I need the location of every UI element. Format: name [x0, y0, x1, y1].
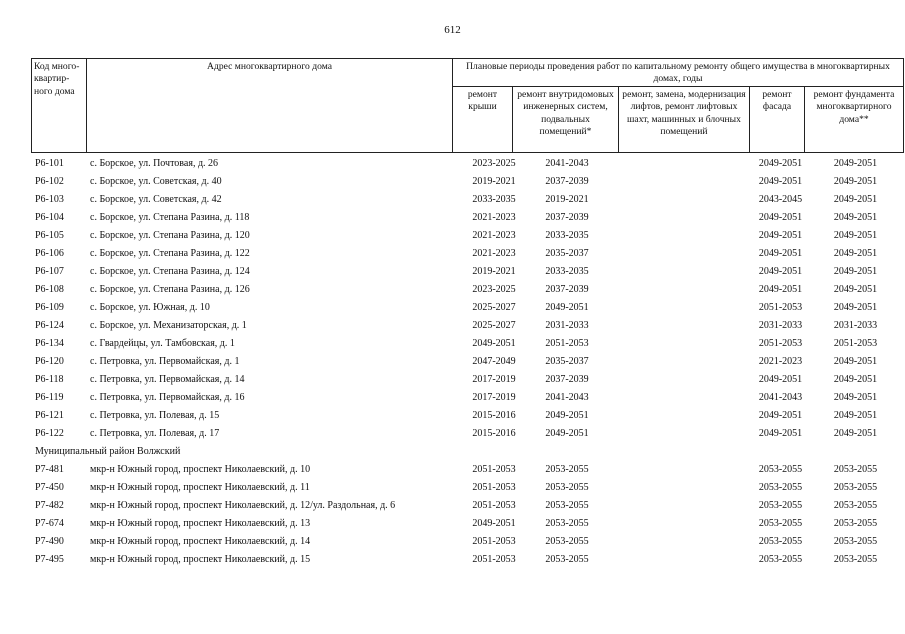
cell-facade: 2049-2051	[758, 374, 803, 385]
cell-facade: 2053-2055	[758, 554, 803, 565]
cell-code: Р6-108	[35, 284, 64, 295]
table-row	[31, 245, 903, 263]
cell-code: Р7-481	[35, 464, 64, 475]
cell-facade: 2049-2051	[758, 284, 803, 295]
cell-foundation: 2049-2051	[833, 212, 878, 223]
table-row	[31, 173, 903, 191]
cell-address: мкр-н Южный город, проспект Николаевский, д. 11	[90, 482, 310, 493]
cell-roof: 2025-2027	[472, 302, 516, 313]
cell-foundation: 2049-2051	[833, 374, 878, 385]
table-body	[31, 155, 903, 569]
cell-foundation: 2049-2051	[833, 356, 878, 367]
rows-group-b	[31, 461, 903, 569]
cell-foundation: 2053-2055	[833, 536, 878, 547]
cell-engineering: 2035-2037	[545, 356, 589, 367]
cell-engineering: 2053-2055	[545, 554, 589, 565]
cell-foundation: 2049-2051	[833, 248, 878, 259]
header-lifts: ремонт, замена, модернизация лифтов, ремонт лифтовых шахт, машинных и блочных помещений	[619, 86, 750, 152]
cell-engineering: 2041-2043	[545, 392, 589, 403]
cell-foundation: 2049-2051	[833, 176, 878, 187]
cell-address: с. Петровка, ул. Первомайская, д. 16	[90, 392, 245, 403]
cell-roof: 2047-2049	[472, 356, 516, 367]
table-row	[31, 263, 903, 281]
cell-roof: 2051-2053	[472, 464, 516, 475]
cell-engineering: 2049-2051	[545, 410, 589, 421]
cell-code: Р6-124	[35, 320, 64, 331]
cell-roof: 2015-2016	[472, 410, 516, 421]
cell-code: Р6-134	[35, 338, 64, 349]
table-row	[31, 227, 903, 245]
cell-roof: 2017-2019	[472, 392, 516, 403]
cell-address: с. Борское, ул. Почтовая, д. 26	[90, 158, 219, 169]
cell-facade: 2049-2051	[758, 230, 803, 241]
cell-foundation: 2049-2051	[833, 392, 878, 403]
cell-roof: 2051-2053	[472, 482, 516, 493]
table-row	[31, 389, 903, 407]
cell-engineering: 2033-2035	[545, 230, 589, 241]
cell-code: Р6-102	[35, 176, 64, 187]
cell-facade: 2021-2023	[758, 356, 803, 367]
cell-code: Р6-122	[35, 428, 64, 439]
cell-roof: 2017-2019	[472, 374, 516, 385]
cell-facade: 2041-2043	[758, 392, 803, 403]
cell-facade: 2053-2055	[758, 536, 803, 547]
cell-address: мкр-н Южный город, проспект Николаевский, д. 14	[90, 536, 311, 547]
page-number: 612	[444, 24, 461, 36]
table-row	[31, 317, 903, 335]
cell-facade: 2051-2053	[758, 338, 803, 349]
cell-address: мкр-н Южный город, проспект Николаевский, д. 13	[90, 518, 311, 529]
cell-code: Р7-674	[35, 518, 64, 529]
table-header	[31, 58, 904, 153]
cell-address: с. Петровка, ул. Полевая, д. 17	[90, 428, 220, 439]
cell-facade: 2049-2051	[758, 410, 803, 421]
district-heading: Муниципальный район Волжский	[35, 446, 181, 457]
cell-facade: 2031-2033	[758, 320, 803, 331]
cell-roof: 2023-2025	[472, 284, 516, 295]
cell-facade: 2053-2055	[758, 482, 803, 493]
cell-code: Р6-121	[35, 410, 64, 421]
cell-address: с. Борское, ул. Степана Разина, д. 122	[90, 248, 250, 259]
cell-address: с. Гвардейцы, ул. Тамбовская, д. 1	[90, 338, 235, 349]
cell-engineering: 2037-2039	[545, 374, 589, 385]
cell-roof: 2021-2023	[472, 248, 516, 259]
cell-engineering: 2051-2053	[545, 338, 589, 349]
cell-roof: 2025-2027	[472, 320, 516, 331]
cell-address: с. Борское, ул. Степана Разина, д. 120	[90, 230, 250, 241]
cell-address: с. Петровка, ул. Первомайская, д. 1	[90, 356, 240, 367]
table-row	[31, 299, 903, 317]
cell-address: с. Борское, ул. Советская, д. 42	[90, 194, 222, 205]
cell-roof: 2051-2053	[472, 536, 516, 547]
cell-engineering: 2053-2055	[545, 500, 589, 511]
cell-address: с. Борское, ул. Степана Разина, д. 118	[90, 212, 250, 223]
cell-foundation: 2053-2055	[833, 464, 878, 475]
cell-code: Р6-107	[35, 266, 64, 277]
table-row	[31, 371, 903, 389]
table-row	[31, 515, 903, 533]
cell-foundation: 2031-2033	[833, 320, 878, 331]
cell-roof: 2015-2016	[472, 428, 516, 439]
cell-engineering: 2031-2033	[545, 320, 589, 331]
cell-address: мкр-н Южный город, проспект Николаевский, д. 15	[90, 554, 311, 565]
table-row	[31, 407, 903, 425]
cell-foundation: 2049-2051	[833, 194, 878, 205]
cell-engineering: 2053-2055	[545, 482, 589, 493]
header-roof: ремонт крыши	[453, 86, 513, 152]
cell-code: Р6-103	[35, 194, 64, 205]
cell-foundation: 2053-2055	[833, 554, 878, 565]
cell-facade: 2049-2051	[758, 176, 803, 187]
cell-code: Р7-495	[35, 554, 64, 565]
cell-facade: 2049-2051	[758, 248, 803, 259]
table-row	[31, 479, 903, 497]
cell-address: с. Борское, ул. Южная, д. 10	[90, 302, 210, 313]
cell-roof: 2049-2051	[472, 518, 516, 529]
header-facade: ремонт фасада	[750, 86, 805, 152]
table-row	[31, 281, 903, 299]
table-row	[31, 209, 903, 227]
cell-foundation: 2051-2053	[833, 338, 878, 349]
cell-engineering: 2037-2039	[545, 176, 589, 187]
cell-address: мкр-н Южный город, проспект Николаевский, д. 10	[90, 464, 311, 475]
cell-foundation: 2049-2051	[833, 410, 878, 421]
cell-roof: 2021-2023	[472, 230, 516, 241]
table-row	[31, 335, 903, 353]
cell-roof: 2051-2053	[472, 554, 516, 565]
cell-roof: 2019-2021	[472, 266, 516, 277]
cell-foundation: 2049-2051	[833, 158, 878, 169]
cell-code: Р7-490	[35, 536, 64, 547]
cell-roof: 2023-2025	[472, 158, 516, 169]
cell-roof: 2019-2021	[472, 176, 516, 187]
cell-code: Р6-120	[35, 356, 64, 367]
rows-group-a	[31, 155, 903, 443]
table-row	[31, 497, 903, 515]
cell-facade: 2043-2045	[758, 194, 803, 205]
cell-code: Р6-104	[35, 212, 64, 223]
cell-address: с. Борское, ул. Советская, д. 40	[90, 176, 222, 187]
cell-code: Р6-105	[35, 230, 64, 241]
cell-engineering: 2035-2037	[545, 248, 589, 259]
cell-code: Р6-109	[35, 302, 64, 313]
table-row	[31, 191, 903, 209]
header-engineering: ремонт внутридомовых инженерных систем, подвальных помещений*	[513, 86, 619, 152]
cell-facade: 2053-2055	[758, 464, 803, 475]
cell-engineering: 2019-2021	[545, 194, 589, 205]
cell-code: Р7-482	[35, 500, 64, 511]
cell-roof: 2033-2035	[472, 194, 516, 205]
cell-facade: 2049-2051	[758, 428, 803, 439]
table-row	[31, 461, 903, 479]
cell-facade: 2051-2053	[758, 302, 803, 313]
cell-foundation: 2049-2051	[833, 266, 878, 277]
cell-engineering: 2053-2055	[545, 536, 589, 547]
header-foundation: ремонт фундамента многоквартирного дома**	[805, 86, 904, 152]
cell-foundation: 2053-2055	[833, 500, 878, 511]
cell-code: Р6-101	[35, 158, 64, 169]
cell-address: с. Борское, ул. Механизаторская, д. 1	[90, 320, 247, 331]
cell-foundation: 2049-2051	[833, 302, 878, 313]
cell-address: с. Борское, ул. Степана Разина, д. 124	[90, 266, 250, 277]
cell-foundation: 2049-2051	[833, 428, 878, 439]
cell-code: Р6-118	[35, 374, 64, 385]
cell-foundation: 2053-2055	[833, 518, 878, 529]
cell-address: с. Петровка, ул. Полевая, д. 15	[90, 410, 220, 421]
cell-facade: 2049-2051	[758, 212, 803, 223]
table-row	[31, 353, 903, 371]
cell-facade: 2053-2055	[758, 518, 803, 529]
cell-facade: 2049-2051	[758, 266, 803, 277]
table-row	[31, 533, 903, 551]
table-row	[31, 425, 903, 443]
cell-foundation: 2049-2051	[833, 284, 878, 295]
cell-engineering: 2037-2039	[545, 212, 589, 223]
cell-roof: 2049-2051	[472, 338, 516, 349]
header-code: Код много-квартир-ного дома	[32, 59, 87, 153]
cell-code: Р6-106	[35, 248, 64, 259]
cell-engineering: 2049-2051	[545, 428, 589, 439]
cell-address: с. Петровка, ул. Первомайская, д. 14	[90, 374, 245, 385]
cell-foundation: 2049-2051	[833, 230, 878, 241]
cell-engineering: 2037-2039	[545, 284, 589, 295]
table-row	[31, 551, 903, 569]
cell-roof: 2051-2053	[472, 500, 516, 511]
cell-address: мкр-н Южный город, проспект Николаевский, д. 12/ул. Раздольная, д. 6	[90, 500, 396, 511]
cell-code: Р7-450	[35, 482, 64, 493]
cell-engineering: 2049-2051	[545, 302, 589, 313]
cell-engineering: 2053-2055	[545, 464, 589, 475]
cell-facade: 2049-2051	[758, 158, 803, 169]
cell-engineering: 2053-2055	[545, 518, 589, 529]
cell-engineering: 2033-2035	[545, 266, 589, 277]
header-address: Адрес многоквартирного дома	[87, 59, 453, 153]
cell-address: с. Борское, ул. Степана Разина, д. 126	[90, 284, 250, 295]
header-periods: Плановые периоды проведения работ по капитальному ремонту общего имущества в многоквартирных домах, годы	[453, 59, 904, 87]
cell-roof: 2021-2023	[472, 212, 516, 223]
table-row	[31, 155, 903, 173]
cell-engineering: 2041-2043	[545, 158, 589, 169]
cell-facade: 2053-2055	[758, 500, 803, 511]
cell-foundation: 2053-2055	[833, 482, 878, 493]
cell-code: Р6-119	[35, 392, 64, 403]
